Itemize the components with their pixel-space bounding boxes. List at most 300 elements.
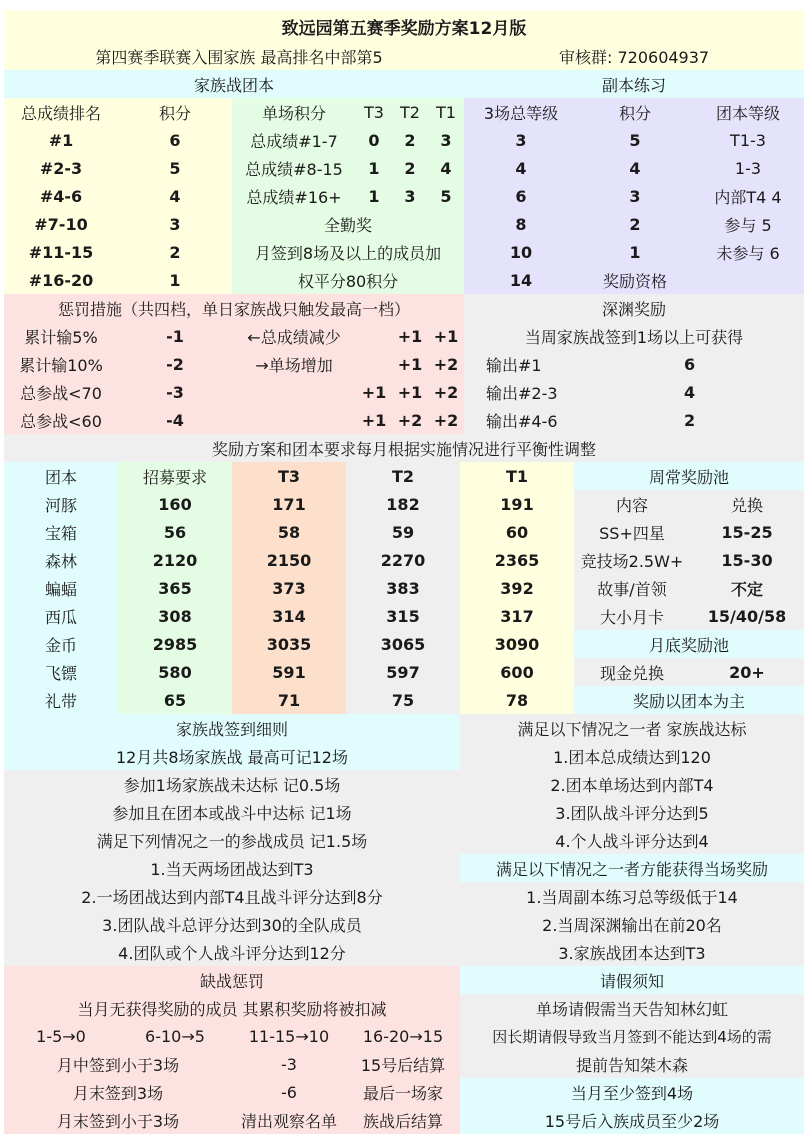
standard-heading-row	[460, 714, 804, 742]
team-name-row	[4, 574, 118, 602]
absence-condition: 月末签到小于3场	[56, 1111, 180, 1131]
weekly-heading-row	[574, 462, 804, 490]
dungeon-team: 参与 5	[724, 215, 772, 235]
leave-line-row	[460, 1078, 804, 1106]
team-req-table	[4, 462, 574, 714]
weekly-content: SS+四星	[599, 523, 665, 543]
recruit-value: 580	[158, 662, 192, 682]
t3-row	[232, 630, 346, 658]
abyss-label: 输出#4-6	[486, 411, 558, 431]
standard-heading2-row	[460, 854, 804, 882]
signin-line: 1.当天两场团战达到T3	[150, 859, 314, 879]
penalty-t1: +1	[433, 326, 459, 346]
adjust-row	[4, 434, 804, 462]
penalty-t3	[356, 350, 392, 378]
standard-line: 1.团本总成绩达到120	[553, 747, 711, 767]
dungeon-table	[464, 98, 804, 294]
rank-value: #11-15	[28, 242, 94, 262]
signin-line-row	[4, 742, 460, 770]
t3-value: 373	[272, 578, 306, 598]
absence-row	[4, 1106, 460, 1134]
monthly-pool-heading: 月底奖励池	[648, 635, 729, 655]
t1-value: 2365	[494, 550, 540, 570]
weekly-row	[574, 518, 804, 546]
leave-line-row	[460, 1106, 804, 1134]
standard-line-row	[460, 798, 804, 826]
recruit-value: 365	[158, 578, 192, 598]
recruit-value: 2120	[152, 550, 198, 570]
penalty-condition: 总参战<60	[20, 411, 102, 431]
abyss-heading-row	[464, 294, 804, 322]
signin-line: 4.团队或个人战斗评分达到12分	[118, 943, 346, 963]
t3-col	[232, 462, 346, 714]
single-t3: 1	[368, 186, 380, 206]
dungeon-row	[464, 238, 804, 266]
tier-header-t3: T3	[364, 102, 384, 122]
absence-range: 16-20→15	[362, 1026, 444, 1046]
absence-value: -6	[281, 1082, 297, 1102]
recruit-row	[118, 546, 232, 574]
team-name-row	[4, 546, 118, 574]
rank-row	[4, 238, 232, 266]
penalty-t2: +1	[397, 354, 423, 374]
single-t1: 5	[440, 186, 452, 206]
page-title: 致远园第五赛季奖励方案12月版	[4, 10, 804, 42]
t1-value: 60	[505, 522, 529, 542]
single-row	[232, 126, 464, 154]
t2-row	[346, 490, 460, 518]
rank-header-row	[4, 98, 232, 126]
recruit-row	[118, 658, 232, 686]
section-1-body	[4, 98, 804, 294]
leave-line: 单场请假需当天告知林幻虹	[535, 999, 728, 1019]
recruit-row	[118, 490, 232, 518]
absence-heading: 缺战惩罚	[199, 971, 264, 991]
dungeon-points: 4	[629, 158, 641, 178]
abyss-value: 4	[684, 382, 696, 402]
t3-row	[232, 546, 346, 574]
abyss-value: 2	[684, 410, 696, 430]
t2-row	[346, 574, 460, 602]
t3-value: 3035	[266, 634, 312, 654]
single-t1: 4	[440, 158, 452, 178]
penalty-note	[232, 406, 356, 434]
t1-value: 191	[500, 494, 534, 514]
t1-value: 317	[500, 606, 534, 626]
single-t3: 0	[368, 130, 380, 150]
recruit-value: 56	[163, 522, 187, 542]
absence-note: 族战后结算	[362, 1111, 443, 1131]
absence-row	[4, 1078, 460, 1106]
abyss-desc-row	[464, 322, 804, 350]
penalty-t3	[356, 322, 392, 350]
single-t1: 3	[440, 130, 452, 150]
attendance-line1: 月签到8场及以上的成员加	[254, 243, 442, 263]
rank-points-table	[4, 98, 232, 294]
single-t2: 2	[404, 158, 416, 178]
signin-line: 12月共8场家族战 最高可记12场	[116, 747, 348, 767]
weekly-exchange: 不定	[730, 579, 763, 599]
single-col-header: 单场积分	[261, 103, 326, 123]
absence-value: 清出观察名单	[240, 1111, 337, 1131]
leave-heading: 请假须知	[599, 971, 664, 991]
dungeon-team	[692, 266, 804, 294]
signin-line-row	[4, 826, 460, 854]
team-name-col	[4, 462, 118, 714]
penalty-t3: +1	[361, 382, 387, 402]
dungeon-team-header: 团本等级	[715, 103, 780, 123]
dungeon-row	[464, 266, 804, 294]
leave-line-row	[460, 1050, 804, 1078]
dungeon-level: 14	[509, 270, 533, 290]
team-name-row	[4, 630, 118, 658]
t2-row	[346, 546, 460, 574]
standard-line: 2.团本单场达到内部T4	[550, 775, 714, 795]
weekly-exchange-header: 兑换	[730, 495, 763, 515]
t2-row	[346, 630, 460, 658]
dungeon-header-row	[464, 98, 804, 126]
penalty-heading: 惩罚措施（共四档，单日家族战只触发最高一档）	[57, 299, 410, 319]
t1-value: 78	[505, 690, 529, 710]
leave-line: 提前告知桀木森	[575, 1055, 688, 1075]
rank-value: #4-6	[39, 186, 83, 206]
dungeon-level: 3	[515, 130, 527, 150]
weekly-row	[574, 546, 804, 574]
points-value: 1	[169, 270, 181, 290]
t1-value: 392	[500, 578, 534, 598]
standard-line: 3.团队战斗评分达到5	[555, 803, 709, 823]
points-value: 5	[169, 158, 181, 178]
attendance-line2-row	[232, 266, 464, 294]
signin-line-row	[4, 770, 460, 798]
t1-value: 3090	[494, 634, 540, 654]
attendance-title-row	[232, 210, 464, 238]
standard-line2-row	[460, 938, 804, 966]
weekly-pool-heading: 周常奖励池	[648, 467, 729, 487]
team-name-row	[4, 602, 118, 630]
leave-notes	[460, 966, 804, 1134]
leave-line: 15号后入族成员至少2场	[544, 1111, 720, 1131]
rank-row	[4, 210, 232, 238]
recruit-row	[118, 630, 232, 658]
abyss-label: 输出#2-3	[486, 383, 558, 403]
penalty-note: →单场增加	[255, 355, 333, 375]
signin-heading-row	[4, 714, 460, 742]
recruit-row	[118, 602, 232, 630]
dungeon-team: 未参与 6	[716, 243, 780, 263]
single-row	[232, 154, 464, 182]
penalty-table	[4, 294, 464, 434]
t2-row	[346, 602, 460, 630]
signin-heading: 家族战签到细则	[175, 719, 288, 739]
recruit-row	[118, 518, 232, 546]
qualification-text: 第四赛季联赛入围家族 最高排名中部第5	[4, 42, 474, 70]
signin-rules	[4, 714, 460, 966]
team-name: 礼带	[44, 691, 77, 711]
single-row	[232, 182, 464, 210]
cash-value: 20+	[729, 662, 765, 682]
abyss-table	[464, 294, 804, 434]
dungeon-points: 1	[629, 242, 641, 262]
penalty-condition: 累计输10%	[19, 355, 103, 375]
section-5-body	[4, 966, 804, 1134]
t3-header-row	[232, 462, 346, 490]
t3-value: 591	[272, 662, 306, 682]
absence-range: 11-15→10	[248, 1026, 330, 1046]
attendance-title: 全勤奖	[323, 215, 372, 235]
attendance-line2: 权平分80积分	[297, 271, 399, 291]
weekly-row	[574, 602, 804, 630]
t1-row	[460, 574, 574, 602]
single-label: 总成绩#1-7	[250, 131, 338, 151]
absence-note: 15号后结算	[360, 1055, 446, 1075]
rank-row	[4, 154, 232, 182]
t2-row	[346, 658, 460, 686]
tier-header-t2: T2	[400, 102, 420, 122]
points-value: 6	[169, 130, 181, 150]
single-t2: 2	[404, 130, 416, 150]
section-2-body	[4, 294, 804, 434]
penalty-row	[4, 322, 464, 350]
team-name-row	[4, 490, 118, 518]
absence-value: -3	[281, 1054, 297, 1074]
t2-value: 3065	[380, 634, 426, 654]
t1-header-row	[460, 462, 574, 490]
signin-line: 参加且在团本或战斗中达标 记1场	[112, 803, 352, 823]
t2-value: 597	[386, 662, 420, 682]
t2-col	[346, 462, 460, 714]
absence-range: 6-10→5	[145, 1026, 205, 1046]
penalty-value: -2	[166, 354, 184, 374]
penalty-row	[4, 378, 464, 406]
absence-range: 1-5→0	[36, 1026, 86, 1046]
team-name-row	[4, 658, 118, 686]
t2-value: 59	[391, 522, 415, 542]
signin-line: 参加1场家族战未达标 记0.5场	[123, 775, 341, 795]
points-value: 2	[169, 242, 181, 262]
weekly-content-header: 内容	[615, 495, 648, 515]
t1-row	[460, 602, 574, 630]
t2-value: 383	[386, 578, 420, 598]
t3-row	[232, 658, 346, 686]
recruit-row	[118, 686, 232, 714]
standard-line-row	[460, 742, 804, 770]
rank-col-header: 总成绩排名	[20, 103, 101, 123]
t2-row	[346, 686, 460, 714]
team-name: 森林	[44, 551, 77, 571]
rank-row	[4, 126, 232, 154]
team-name: 金币	[44, 635, 77, 655]
title-row	[4, 10, 804, 42]
leave-line-row	[460, 1022, 804, 1050]
absence-ranges-row	[4, 1022, 460, 1050]
weekly-content: 故事/首领	[597, 579, 667, 599]
dungeon-row	[464, 210, 804, 238]
single-t2: 3	[404, 186, 416, 206]
penalty-heading-row	[4, 294, 464, 322]
abyss-label: 输出#1	[486, 355, 542, 375]
dungeon-points: 3	[629, 186, 641, 206]
t1-value: 600	[500, 662, 534, 682]
recruit-col-header: 招募要求	[142, 467, 207, 487]
penalty-row	[4, 406, 464, 434]
team-name-row	[4, 686, 118, 714]
section-3-body	[4, 462, 804, 714]
signin-line-row	[4, 910, 460, 938]
team-note: 奖励以团本为主	[632, 691, 745, 711]
standard-heading: 满足以下情况之一者 家族战达标	[517, 719, 747, 739]
weekly-pool	[574, 462, 804, 714]
dungeon-level: 10	[509, 242, 533, 262]
abyss-row	[464, 406, 804, 434]
weekly-col-row	[574, 490, 804, 518]
abyss-heading: 深渊奖励	[601, 299, 666, 319]
recruit-col	[118, 462, 232, 714]
signin-line: 2.一场团战达到内部T4且战斗评分达到8分	[81, 887, 383, 907]
signin-line-row	[4, 938, 460, 966]
absence-description: 当月无获得奖励的成员 其累积奖励将被扣减	[77, 999, 387, 1019]
rank-row	[4, 182, 232, 210]
absence-row	[4, 1050, 460, 1078]
t3-row	[232, 518, 346, 546]
signin-line: 满足下列情况之一的参战成员 记1.5场	[96, 831, 368, 851]
t3-value: 171	[272, 494, 306, 514]
section-headings-1	[4, 70, 804, 98]
t3-row	[232, 602, 346, 630]
absence-condition: 月中签到小于3场	[56, 1055, 180, 1075]
team-col-header-row	[4, 462, 118, 490]
team-name: 飞镖	[44, 663, 77, 683]
leave-line-row	[460, 994, 804, 1022]
t3-row	[232, 686, 346, 714]
t1-row	[460, 518, 574, 546]
penalty-condition: 累计输5%	[24, 327, 98, 347]
t2-value: 182	[386, 494, 420, 514]
points-value: 4	[169, 186, 181, 206]
dungeon-team: 1-3	[734, 158, 762, 178]
dungeon-level: 4	[515, 158, 527, 178]
standard-line-2: 2.当周深渊输出在前20名	[542, 915, 722, 935]
tier-header-t1: T1	[436, 102, 456, 122]
standard-line2-row	[460, 882, 804, 910]
single-label: 总成绩#16+	[246, 187, 342, 207]
dungeon-level: 8	[515, 214, 527, 234]
penalty-t2: +1	[397, 326, 423, 346]
t2-row	[346, 518, 460, 546]
t3-row	[232, 490, 346, 518]
section-4-body	[4, 714, 804, 966]
recruit-row	[118, 574, 232, 602]
recruit-value: 160	[158, 494, 192, 514]
t1-col	[460, 462, 574, 714]
dungeon-level-header: 3场总等级	[483, 103, 559, 123]
standard-line-row	[460, 826, 804, 854]
penalty-t2: +1	[397, 382, 423, 402]
rank-value: #16-20	[28, 270, 94, 290]
t2-value: 315	[386, 606, 420, 626]
leave-line: 当月至少签到4场	[570, 1083, 694, 1103]
adjust-note: 奖励方案和团本要求每月根据实施情况进行平衡性调整	[4, 434, 804, 462]
dungeon-level: 6	[515, 186, 527, 206]
absence-desc-row	[4, 994, 460, 1022]
team-name: 西瓜	[44, 607, 77, 627]
t3-row	[232, 574, 346, 602]
leave-heading-row	[460, 966, 804, 994]
weekly-content: 竞技场2.5W+	[580, 551, 684, 571]
rank-row	[4, 266, 232, 294]
abyss-value: 6	[684, 354, 696, 374]
penalty-t1: +2	[433, 354, 459, 374]
weekly-row	[574, 574, 804, 602]
weekly-exchange: 15/40/58	[707, 606, 787, 626]
single-header-row	[232, 98, 464, 126]
recruit-value: 2985	[152, 634, 198, 654]
penalty-value: -1	[166, 326, 184, 346]
t1-row	[460, 630, 574, 658]
standard-line-2: 3.家族战团本达到T3	[558, 943, 706, 963]
t1-col-header: T1	[505, 466, 529, 486]
subtitle-row	[4, 42, 804, 70]
absence-penalty	[4, 966, 460, 1134]
signin-line-row	[4, 798, 460, 826]
penalty-value: -4	[166, 410, 184, 430]
weekly-exchange: 15-25	[721, 522, 773, 542]
t3-value: 71	[277, 690, 301, 710]
standard-heading-2: 满足以下情况之一者方能获得当场奖励	[495, 859, 768, 879]
rank-value: #7-10	[34, 214, 88, 234]
dungeon-row	[464, 182, 804, 210]
review-group-text: 审核群: 720604937	[474, 42, 804, 70]
dungeon-row	[464, 154, 804, 182]
standard-rules	[460, 714, 804, 966]
abyss-row	[464, 350, 804, 378]
single-label: 总成绩#8-15	[245, 159, 343, 179]
t3-value: 58	[277, 522, 301, 542]
dungeon-team: T1-3	[730, 130, 766, 150]
penalty-condition: 总参战<70	[20, 383, 102, 403]
standard-line2-row	[460, 910, 804, 938]
dungeon-heading: 副本练习	[464, 70, 804, 98]
penalty-note: ←总成绩减少	[247, 327, 341, 347]
signin-line-row	[4, 854, 460, 882]
single-points-table	[232, 98, 464, 294]
absence-note: 最后一场家	[362, 1083, 443, 1103]
penalty-t1: +2	[433, 410, 459, 430]
penalty-value: -3	[166, 382, 184, 402]
standard-line-row	[460, 770, 804, 798]
monthly-heading-row	[574, 630, 804, 658]
attendance-line1-row	[232, 238, 464, 266]
single-t3: 1	[368, 158, 380, 178]
t2-header-row	[346, 462, 460, 490]
leave-line: 因长期请假导致当月签到不能达到4场的需	[492, 1027, 772, 1046]
signin-line: 3.团队战斗总评分达到30的全队成员	[102, 915, 362, 935]
t3-value: 314	[272, 606, 306, 626]
points-value: 3	[169, 214, 181, 234]
standard-line-2: 1.当周副本练习总等级低于14	[526, 887, 738, 907]
t1-row	[460, 490, 574, 518]
team-name-row	[4, 518, 118, 546]
points-col-header: 积分	[158, 103, 191, 123]
t2-col-header: T2	[391, 466, 415, 486]
t2-value: 2270	[380, 550, 426, 570]
signin-line-row	[4, 882, 460, 910]
absence-heading-row	[4, 966, 460, 994]
recruit-header-row	[118, 462, 232, 490]
absence-condition: 月末签到3场	[72, 1083, 164, 1103]
dungeon-points-header: 积分	[618, 103, 651, 123]
dungeon-row	[464, 126, 804, 154]
